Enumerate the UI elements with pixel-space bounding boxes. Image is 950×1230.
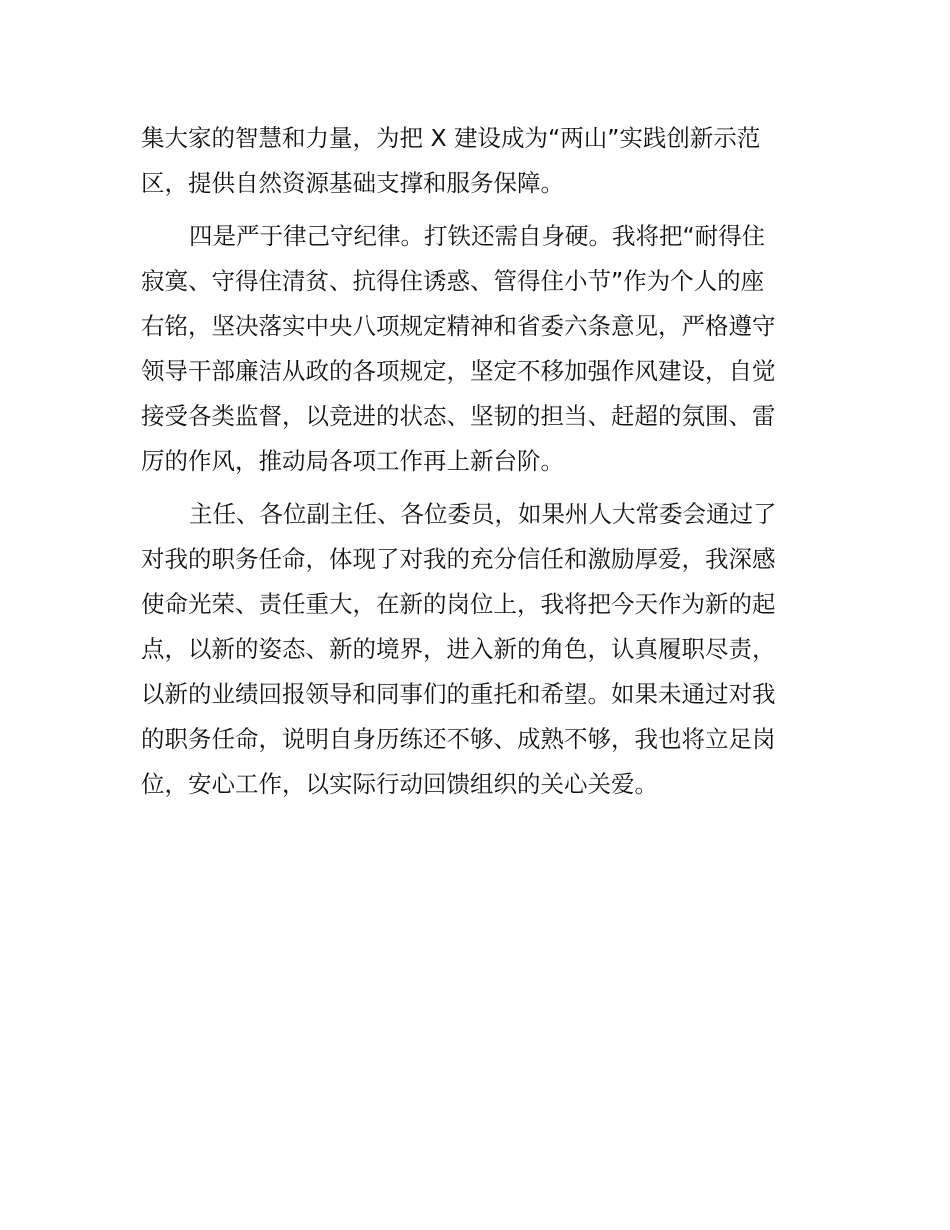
text-line: 集大家的智慧和力量，为把 X 建设成为“两山”实践创新示范 bbox=[141, 124, 761, 152]
text-line: 使命光荣、责任重大，在新的岗位上，我将把今天作为新的起 bbox=[141, 590, 776, 618]
text-line: 右铭，坚决落实中央八项规定精神和省委六条意见，严格遵守 bbox=[141, 312, 776, 340]
paragraph-closing bbox=[141, 492, 816, 807]
paragraph-gap bbox=[141, 206, 816, 214]
paragraph-continuation bbox=[141, 116, 816, 206]
text-line: 的职务任命，说明自身历练还不够、成熟不够，我也将立足岗 bbox=[141, 725, 776, 753]
text-line: 厉的作风，推动局各项工作再上新台阶。 bbox=[141, 447, 564, 475]
text-line: 主任、各位副主任、各位委员，如果州人大常委会通过了 bbox=[189, 500, 777, 528]
text-line: 以新的业绩回报领导和同事们的重托和希望。如果未通过对我 bbox=[141, 680, 776, 708]
text-line: 领导干部廉洁从政的各项规定，坚定不移加强作风建设，自觉 bbox=[141, 357, 776, 385]
text-line: 寂寞、守得住清贫、抗得住诱惑、管得住小节”作为个人的座 bbox=[141, 267, 765, 295]
paragraph-discipline bbox=[141, 214, 816, 484]
text-line: 对我的职务任命，体现了对我的充分信任和激励厚爱，我深感 bbox=[141, 545, 776, 573]
paragraph-gap bbox=[141, 484, 816, 492]
text-line: 四是严于律己守纪律。打铁还需自身硬。我将把“耐得住 bbox=[189, 222, 766, 250]
text-line: 区，提供自然资源基础支撑和服务保障。 bbox=[141, 169, 564, 197]
text-line: 接受各类监督，以竞进的状态、坚韧的担当、赶超的氛围、雷 bbox=[141, 402, 776, 430]
document-body bbox=[141, 116, 816, 807]
text-line: 位，安心工作，以实际行动回馈组织的关心关爱。 bbox=[141, 770, 658, 798]
text-line: 点，以新的姿态、新的境界，进入新的角色，认真履职尽责， bbox=[141, 635, 776, 663]
